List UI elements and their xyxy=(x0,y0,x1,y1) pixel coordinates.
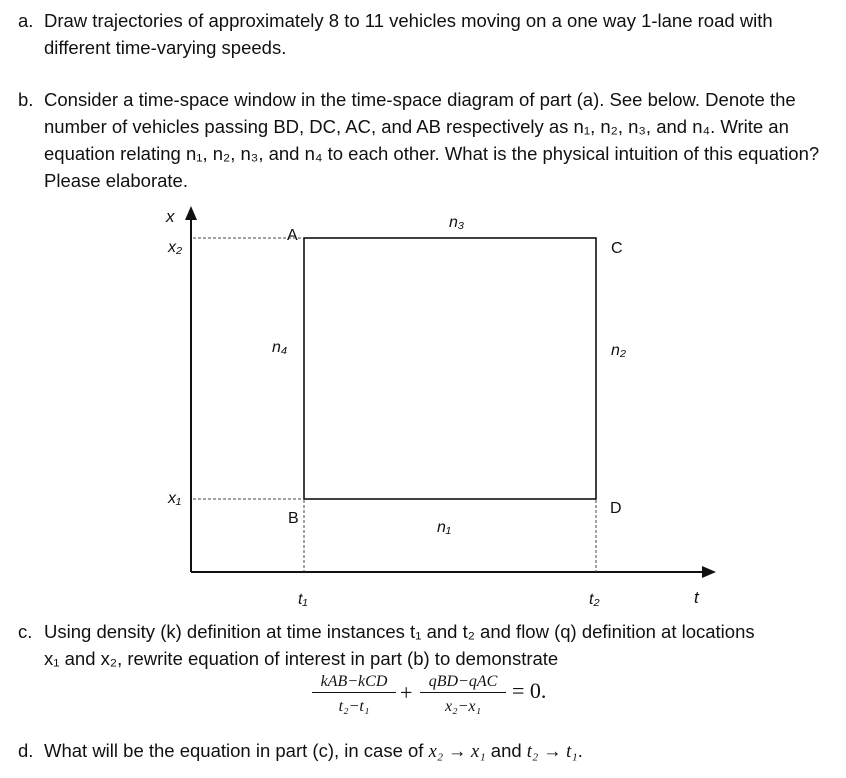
item-c-line1: Using density (k) definition at time instances t₁ and t₂ and flow (q) definition at locations xyxy=(44,621,755,642)
x2-label: x₂ xyxy=(168,239,183,256)
axis-x-label: x xyxy=(166,207,175,226)
item-a-label: a. xyxy=(18,10,34,31)
item-c-line2: x₁ and x₂, rewrite equation of interest in part (b) to demonstrate xyxy=(44,648,559,669)
time-space-window xyxy=(304,238,596,499)
t2-label: t₂ xyxy=(589,591,600,608)
equals-zero: = 0. xyxy=(512,678,547,703)
density-fraction-denominator: t₂−t₁ xyxy=(338,698,370,715)
corner-d-label: D xyxy=(610,500,622,517)
time-space-diagram xyxy=(0,200,846,620)
t1-label: t₁ xyxy=(298,591,308,608)
axis-t-label: t xyxy=(694,588,699,607)
item-d-and: and xyxy=(490,740,522,761)
corner-a-label: A xyxy=(287,227,298,244)
item-b-text: Consider a time-space window in the time-space diagram of part (a). See below. Denote the number of vehicles passing BD, DC, AC, and AB respectively as n₁, n₂, n₃, and n₄. Write an equation relating n₁, n₂, n₃, and n₄ to each other. What is the physical intuition of this equation? Please elaborate. xyxy=(44,89,820,191)
t-axis-arrow-icon xyxy=(702,566,716,578)
x-axis-arrow-icon xyxy=(185,206,197,220)
flow-fraction xyxy=(420,672,506,717)
density-fraction xyxy=(312,672,396,717)
item-d-label: d. xyxy=(18,740,34,761)
flow-fraction-denominator: x₂−x₁ xyxy=(444,698,482,715)
n1-label: n₁ xyxy=(437,519,451,536)
n3-label: n₃ xyxy=(449,214,465,231)
item-d-prefix: What will be the equation in part (c), in case of xyxy=(44,740,424,761)
density-fraction-numerator: kAB−kCD xyxy=(312,672,396,693)
flow-fraction-numerator: qBD−qAC xyxy=(420,672,506,693)
item-d-suffix: . xyxy=(577,740,583,761)
n2-label: n₂ xyxy=(611,342,626,359)
item-a-text: Draw trajectories of approximately 8 to 11 vehicles moving on a one way 1-lane road with different time-varying speeds. xyxy=(44,10,773,58)
x1-label: x₁ xyxy=(168,490,182,507)
item-b-label: b. xyxy=(18,89,34,110)
plus-sign: + xyxy=(400,680,413,705)
corner-b-label: B xyxy=(288,510,299,527)
corner-c-label: C xyxy=(611,240,623,257)
item-d-condition-t: t₂ → t₁ xyxy=(526,742,578,762)
density-flow-equation xyxy=(312,672,592,732)
n4-label: n₄ xyxy=(272,339,288,356)
item-c-label: c. xyxy=(18,621,33,642)
item-d-condition-x: x₂ → x₁ xyxy=(428,742,486,762)
